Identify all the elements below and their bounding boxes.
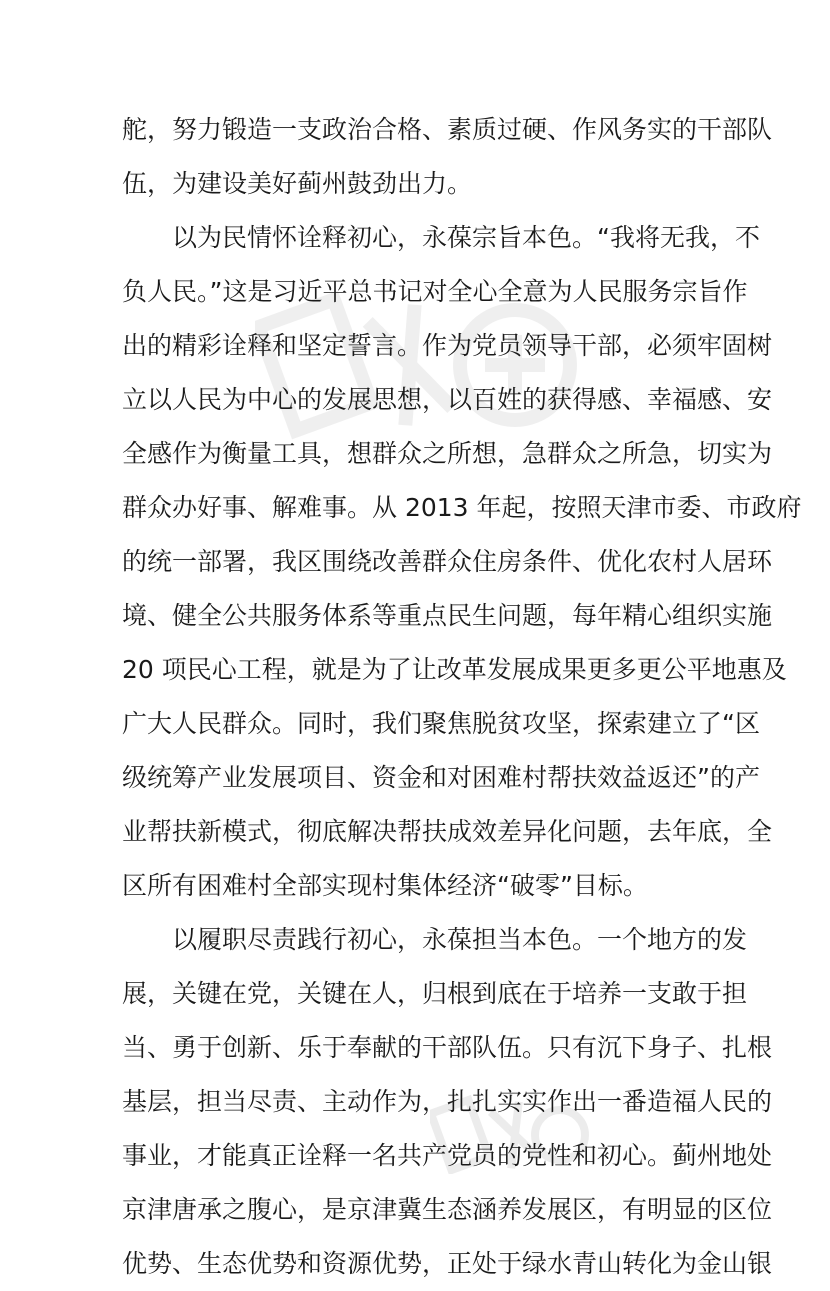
text-line: 区所有困难村全部实现村集体经济“破零”目标。 xyxy=(122,871,648,900)
text-line: 级统筹产业发展项目、资金和对困难村帮扶效益返还”的产 xyxy=(122,763,760,792)
text-line: 当、勇于创新、乐于奉献的干部队伍。只有沉下身子、扎根 xyxy=(122,1033,773,1062)
text-line: 出的精彩诠释和坚定誓言。作为党员领导干部，必须牢固树 xyxy=(122,331,773,360)
text-line: 优势、生态优势和资源优势，正处于绿水青山转化为金山银 xyxy=(122,1249,773,1278)
text-line: 京津唐承之腹心，是京津冀生态涵养发展区，有明显的区位 xyxy=(122,1195,773,1224)
text-line: 20 项民心工程，就是为了让改革发展成果更多更公平地惠及 xyxy=(122,655,787,684)
text-line: 境、健全公共服务体系等重点民生问题，每年精心组织实施 xyxy=(122,601,773,630)
text-line: 以履职尽责践行初心，永葆担当本色。一个地方的发 xyxy=(172,925,748,954)
text-line: 舵，努力锻造一支政治合格、素质过硬、作风务实的干部队 xyxy=(122,115,773,144)
text-line: 基层，担当尽责、主动作为，扎扎实实作出一番造福人民的 xyxy=(122,1087,773,1116)
paragraph-2 xyxy=(122,211,802,913)
text-line: 伍，为建设美好蓟州鼓劲出力。 xyxy=(122,169,473,198)
text-line: 事业，才能真正诠释一名共产党员的党性和初心。蓟州地处 xyxy=(122,1141,773,1170)
text-line: 以为民情怀诠释初心，永葆宗旨本色。“我将无我，不 xyxy=(172,223,760,252)
text-line: 群众办好事、解难事。从 2013 年起，按照天津市委、市政府 xyxy=(122,493,802,522)
text-line: 展，关键在党，关键在人，归根到底在于培养一支敢于担 xyxy=(122,979,748,1008)
text-line: 负人民。”这是习近平总书记对全心全意为人民服务宗旨作 xyxy=(122,277,748,306)
text-line: 广大人民群众。同时，我们聚焦脱贫攻坚，探索建立了“区 xyxy=(122,709,760,738)
text-line: 立以人民为中心的发展思想，以百姓的获得感、幸福感、安 xyxy=(122,385,773,414)
text-line: 业帮扶新模式，彻底解决帮扶成效差异化问题，去年底，全 xyxy=(122,817,773,846)
document-body xyxy=(122,103,802,1291)
paragraph-1 xyxy=(122,103,773,211)
paragraph-3 xyxy=(122,913,773,1291)
text-line: 的统一部署，我区围绕改善群众住房条件、优化农村人居环 xyxy=(122,547,773,576)
text-line: 全感作为衡量工具，想群众之所想，急群众之所急，切实为 xyxy=(122,439,773,468)
